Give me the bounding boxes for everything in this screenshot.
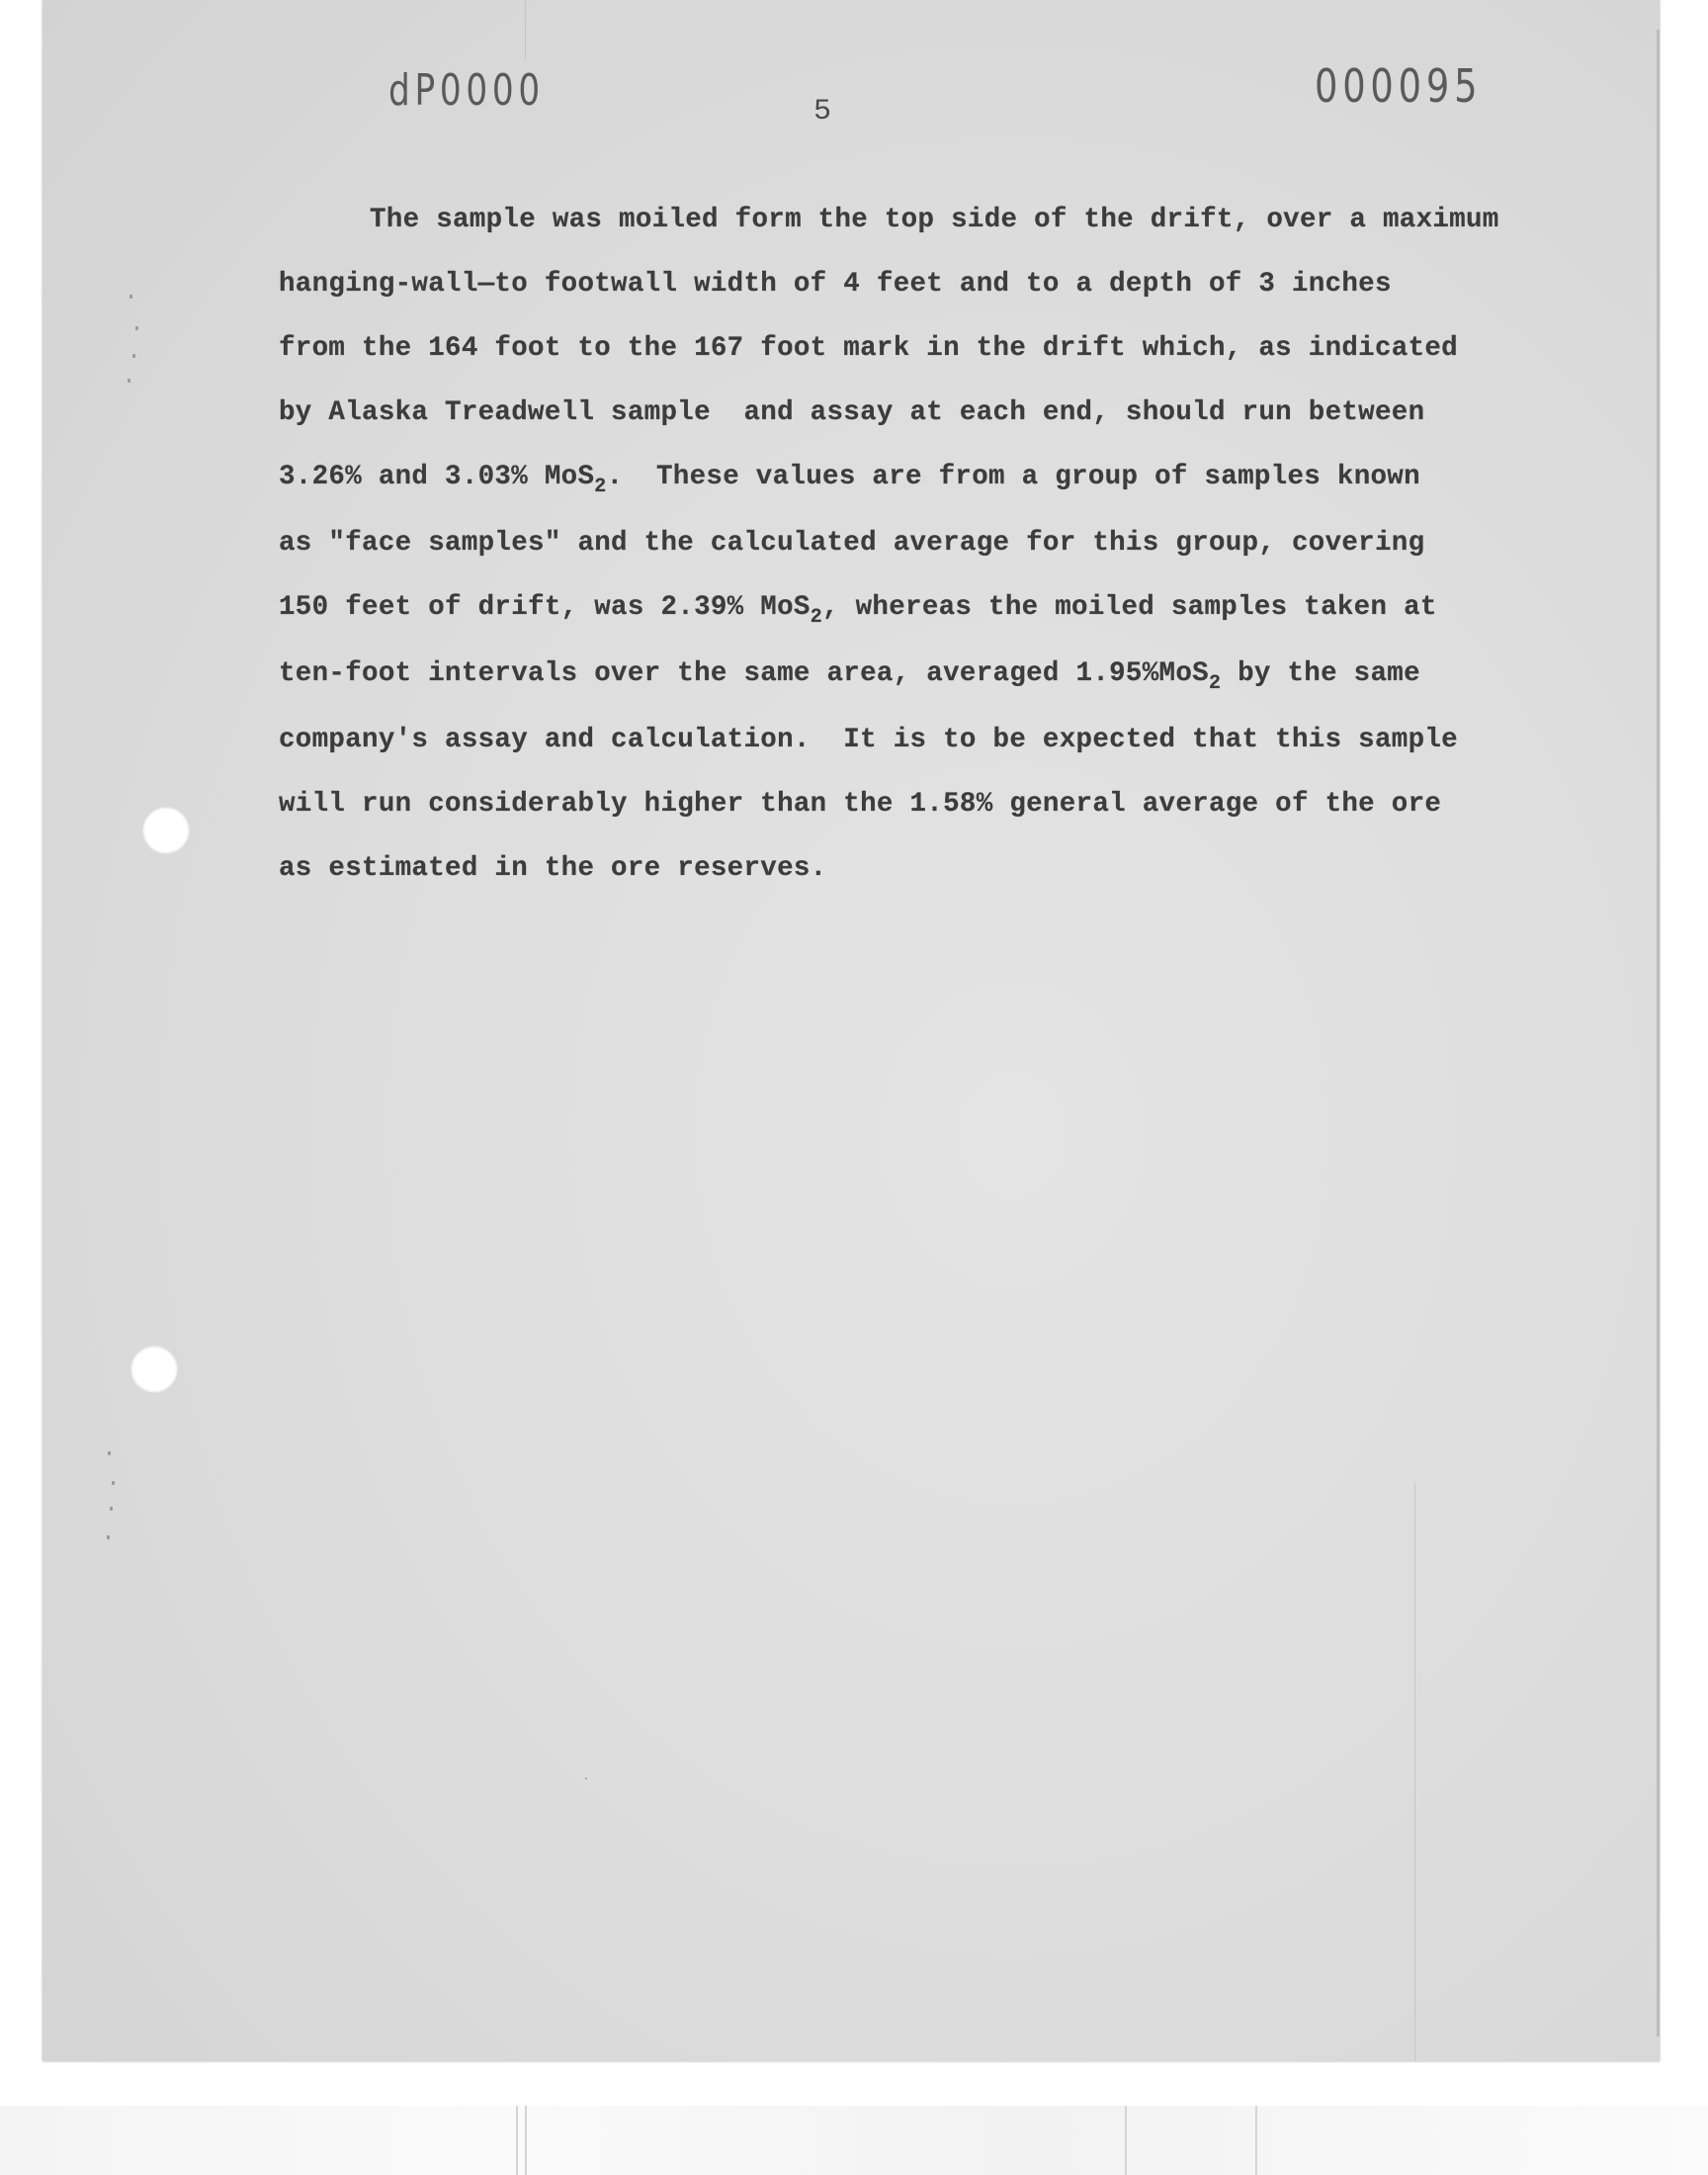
margin-speck (112, 1481, 115, 1485)
punch-hole (142, 807, 190, 854)
text-fragment: by the same (1221, 658, 1420, 689)
page-crease (1414, 1483, 1415, 2061)
text-fragment: 150 feet of drift, was 2.39% MoS (279, 592, 811, 623)
margin-speck (107, 1535, 110, 1539)
text-line: company's assay and calculation. It is to be expected that this sample (279, 725, 1458, 755)
margin-speck (585, 1778, 587, 1780)
scanner-background-strip (0, 2106, 1708, 2175)
margin-speck (135, 326, 138, 330)
text-line: hanging-wall—to footwall width of 4 feet and to a depth of 3 inches (279, 269, 1392, 300)
text-line: by Alaska Treadwell sample and assay at each end, should run between (279, 397, 1425, 428)
text-line: The sample was moiled form the top side of the drift, over a maximum (370, 205, 1499, 235)
margin-speck (128, 379, 130, 383)
page-crease (525, 0, 526, 59)
scan-artifact-line (516, 2106, 518, 2175)
scan-artifact-line (1255, 2106, 1257, 2175)
body-paragraph (279, 188, 1504, 901)
text-line (279, 642, 1504, 708)
text-line (279, 445, 1504, 511)
punch-hole (130, 1346, 178, 1393)
margin-speck (129, 295, 132, 299)
text-fragment: ten-foot intervals over the same area, averaged 1.95%MoS (279, 658, 1209, 689)
text-line: as "face samples" and the calculated average for this group, covering (279, 528, 1425, 559)
subscript: 2 (594, 476, 607, 498)
page-number: 5 (813, 95, 832, 129)
page-edge (1657, 30, 1660, 2037)
subscript: 2 (810, 606, 822, 629)
margin-speck (132, 354, 135, 358)
text-fragment: , whereas the moiled samples taken at (822, 592, 1437, 623)
text-line: from the 164 foot to the 167 foot mark in the drift which, as indicated (279, 333, 1458, 364)
subscript: 2 (1208, 672, 1222, 695)
scan-artifact-line (525, 2106, 527, 2175)
scan-artifact-line (1125, 2106, 1127, 2175)
margin-speck (110, 1507, 113, 1511)
text-line (279, 575, 1504, 642)
text-line: will run considerably higher than the 1.58% general average of the ore (279, 789, 1442, 820)
text-fragment: . These values are from a group of samples known (606, 462, 1420, 492)
text-line: as estimated in the ore reserves. (279, 853, 827, 884)
document-id-stamp: dP0000 (388, 65, 545, 116)
margin-speck (108, 1451, 111, 1455)
page-serial-stamp: 000095 (1315, 59, 1483, 113)
text-fragment: 3.26% and 3.03% MoS (279, 462, 595, 492)
